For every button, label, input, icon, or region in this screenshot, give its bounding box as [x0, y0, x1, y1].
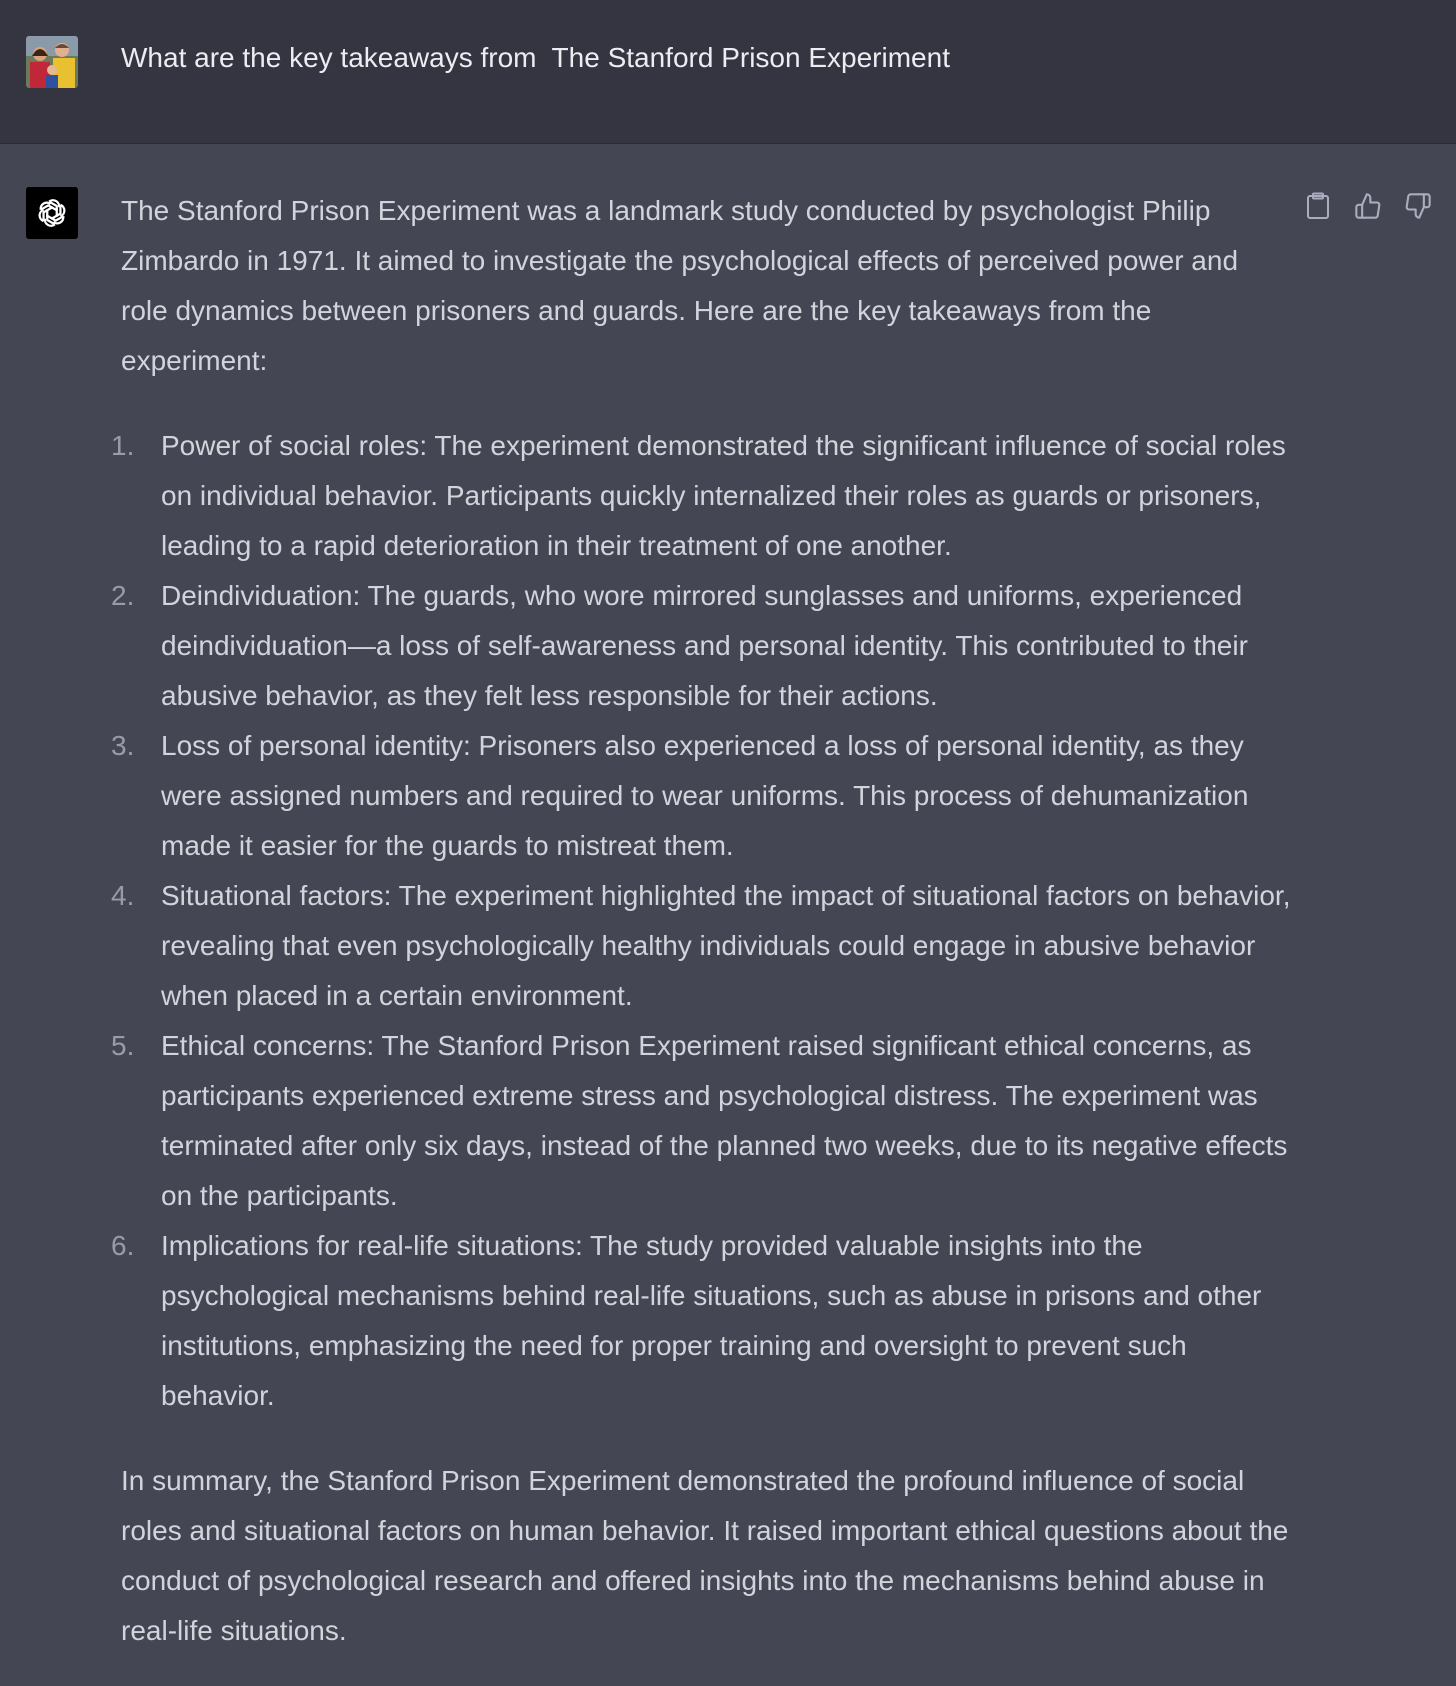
- list-item-text: Deindividuation: The guards, who wore mirrored sunglasses and uniforms, experienced deindividuation—a loss of self-awareness and personal identity. This contributed to their abusive behavior, as they felt less responsible for their actions.: [161, 580, 1248, 711]
- response-intro: The Stanford Prison Experiment was a landmark study conducted by psychologist Philip Zimbardo in 1971. It aimed to investigate the psychological effects of perceived power and role dynamics between prisoners and guards. Here are the key takeaways from the experiment:: [121, 195, 1239, 376]
- assistant-response: [111, 186, 1291, 1656]
- list-number: 6.: [111, 1230, 135, 1261]
- takeaways-list: [111, 421, 1291, 1421]
- list-number: 1.: [111, 430, 135, 461]
- list-item: [111, 721, 1291, 871]
- list-item-text: Ethical concerns: The Stanford Prison Experiment raised significant ethical concerns, as participants experienced extreme stress and psychological distress. The experiment was terminated after only six days, instead of the planned two weeks, due to its negative effects on the participants.: [161, 1030, 1288, 1211]
- list-item: [111, 421, 1291, 571]
- openai-logo-icon: [26, 187, 78, 239]
- list-number: 4.: [111, 880, 135, 911]
- thumbs-down-icon: [1404, 192, 1432, 220]
- list-item: [111, 1021, 1291, 1221]
- user-question: What are the key takeaways from The Stanford Prison Experiment: [121, 42, 950, 73]
- thumbs-down-button[interactable]: [1404, 192, 1432, 220]
- user-avatar: [26, 36, 78, 88]
- list-number: 5.: [111, 1030, 135, 1061]
- list-item: [111, 871, 1291, 1021]
- response-summary: In summary, the Stanford Prison Experiment demonstrated the profound influence of social roles and situational factors on human behavior. It raised important ethical questions about the conduct of psychological research and offered insights into the mechanisms behind abuse in real-life situations.: [121, 1465, 1289, 1646]
- user-message-row: [0, 0, 1456, 144]
- list-item: [111, 1221, 1291, 1421]
- list-item-text: Loss of personal identity: Prisoners also experienced a loss of personal identity, as they were assigned numbers and required to wear uniforms. This process of dehumanization made it easier for the guards to mistreat them.: [161, 730, 1249, 861]
- list-number: 2.: [111, 580, 135, 611]
- list-item-text: Power of social roles: The experiment demonstrated the significant influence of social roles on individual behavior. Participants quickly internalized their roles as guards or prisoners, leading to a rapid deterioration in their treatment of one another.: [161, 430, 1286, 561]
- list-item-text: Implications for real-life situations: The study provided valuable insights into the psychological mechanisms behind real-life situations, such as abuse in prisons and other institutions, emphasizing the need for proper training and oversight to prevent such behavior.: [161, 1230, 1262, 1411]
- thumbs-up-icon: [1354, 192, 1382, 220]
- thumbs-up-button[interactable]: [1354, 192, 1382, 220]
- message-actions: [1304, 192, 1432, 220]
- list-item: [111, 571, 1291, 721]
- list-number: 3.: [111, 730, 135, 761]
- copy-button[interactable]: [1304, 192, 1332, 220]
- clipboard-icon: [1305, 192, 1331, 220]
- list-item-text: Situational factors: The experiment highlighted the impact of situational factors on behavior, revealing that even psychologically healthy individuals could engage in abusive behavior when placed in a certain environment.: [161, 880, 1291, 1011]
- assistant-message-row: [0, 144, 1456, 1686]
